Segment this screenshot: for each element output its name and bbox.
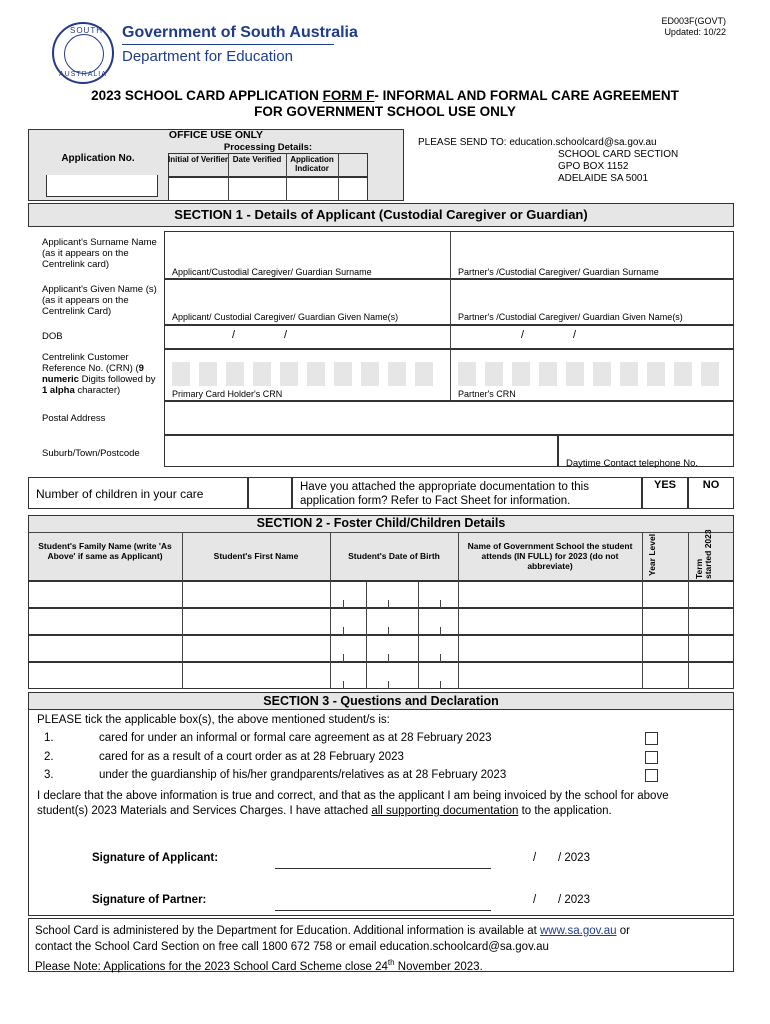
divider xyxy=(286,153,287,177)
partner-crn-caption: Partner's CRN xyxy=(458,389,516,399)
divider xyxy=(286,177,287,201)
form-code xyxy=(661,16,726,38)
footer-line3-sup: th xyxy=(387,958,395,967)
title-form-f: FORM F xyxy=(322,88,375,103)
footer-text xyxy=(35,923,731,975)
table-row[interactable] xyxy=(28,635,734,662)
form-title xyxy=(0,88,770,120)
dob-tick xyxy=(440,600,441,608)
item-2-number: 2. xyxy=(44,751,54,763)
given-name-label: Applicant's Given Name (s) (as it appears on the Centrelink Card) xyxy=(42,284,157,317)
crn-digit-cell[interactable] xyxy=(226,362,244,386)
crn-digit-cell[interactable] xyxy=(253,362,271,386)
crn-digit-cell[interactable] xyxy=(647,362,665,386)
crn-digit-cell[interactable] xyxy=(539,362,557,386)
footer-line1: School Card is administered by the Department for Education. Additional information is available at xyxy=(35,925,540,937)
crn-label-bold: 1 alpha xyxy=(42,385,75,396)
partner-surname-caption: Partner's /Custodial Caregiver/ Guardian Surname xyxy=(458,267,659,277)
sa-gov-link[interactable]: www.sa.gov.au xyxy=(540,925,617,937)
section3-heading: SECTION 3 - Questions and Declaration xyxy=(263,694,499,708)
surname-label: Applicant's Surname Name (as it appears on the Centrelink card) xyxy=(42,237,157,270)
divider xyxy=(450,325,451,349)
attached-question: Have you attached the appropriate documentation to this application form? Refer to Fact Sheet for information. xyxy=(300,481,589,507)
divider xyxy=(330,533,331,689)
crn-digit-cell[interactable] xyxy=(361,362,379,386)
app-indicator-label: Application Indicator xyxy=(290,155,334,173)
partner-given-caption: Partner's /Custodial Caregiver/ Guardian Given Name(s) xyxy=(458,312,683,322)
divider xyxy=(28,532,734,533)
dob-label: DOB xyxy=(42,331,63,342)
crn-label xyxy=(42,352,160,396)
crn-label-text: Centrelink Customer Reference No. (CRN) ( xyxy=(42,352,139,374)
table-row[interactable] xyxy=(28,581,734,608)
divider xyxy=(418,581,419,689)
crn-digit-cell[interactable] xyxy=(485,362,503,386)
col-school: Name of Government School the student attends (IN FULL) for 2023 (do not abbreviate) xyxy=(467,541,633,571)
crn-digit-cell[interactable] xyxy=(280,362,298,386)
sig-applicant-label: Signature of Applicant: xyxy=(92,852,219,864)
dob-tick xyxy=(388,654,389,662)
footer-line3-end: November 2023. xyxy=(394,960,483,973)
item-1-checkbox[interactable] xyxy=(645,732,658,745)
title-line-2: FOR GOVERNMENT SCHOOL USE ONLY xyxy=(254,104,516,119)
crn-digit-cell[interactable] xyxy=(593,362,611,386)
section2-heading: SECTION 2 - Foster Child/Children Details xyxy=(256,516,506,530)
declaration-part: I declare that the above information is true and correct, and that as the applicant I am being invoiced by the school for above student(s) 2023 Materials and Services Charges. I have attached xyxy=(37,790,669,817)
divider xyxy=(366,581,367,689)
dob-tick xyxy=(388,681,389,689)
dob-tick xyxy=(440,654,441,662)
sa-government-seal-logo xyxy=(52,22,114,84)
sig-applicant-date-slash: / xyxy=(533,852,537,864)
form-code-number: ED003F(GOVT) xyxy=(661,16,726,26)
seal-text-top: SOUTH xyxy=(70,26,103,35)
crn-digit-cell[interactable] xyxy=(674,362,692,386)
declaration-text xyxy=(37,789,701,819)
footer-line1-end: or xyxy=(616,925,630,937)
item-3-text: under the guardianship of his/her grandparents/relatives as at 28 February 2023 xyxy=(99,769,507,781)
tick-intro: PLEASE tick the applicable box(s), the above mentioned student/s is: xyxy=(37,714,390,726)
office-use-heading: OFFICE USE ONLY xyxy=(168,129,264,141)
dob-tick xyxy=(343,681,344,689)
send-to-email: PLEASE SEND TO: education.schoolcard@sa.gov.au xyxy=(418,137,657,148)
applicant-given-caption: Applicant/ Custodial Caregiver/ Guardian Given Name(s) xyxy=(172,312,399,322)
send-to-address xyxy=(418,137,678,185)
section1-heading: SECTION 1 - Details of Applicant (Custodial Caregiver or Guardian) xyxy=(174,207,588,222)
crn-digit-cell[interactable] xyxy=(620,362,638,386)
applicant-surname-caption: Applicant/Custodial Caregiver/ Guardian Surname xyxy=(172,267,372,277)
table-row[interactable] xyxy=(28,662,734,689)
col-family-name: Student's Family Name (write 'As Above' if same as Applicant) xyxy=(38,541,172,561)
form-updated: Updated: 10/22 xyxy=(664,27,726,37)
crn-digit-cell[interactable] xyxy=(172,362,190,386)
children-count-label: Number of children in your care xyxy=(36,487,204,501)
initial-verifier-label: Initial of Verifier xyxy=(168,155,229,164)
logo-divider xyxy=(122,44,334,45)
crn-label-text: character) xyxy=(74,385,121,396)
crn-digit-cell[interactable] xyxy=(199,362,217,386)
table-row[interactable] xyxy=(28,608,734,635)
crn-digit-cell[interactable] xyxy=(334,362,352,386)
crn-digit-cell[interactable] xyxy=(415,362,433,386)
divider xyxy=(642,533,643,689)
crn-digit-cell[interactable] xyxy=(458,362,476,386)
postal-address-field[interactable] xyxy=(164,401,734,435)
divider xyxy=(228,177,229,201)
crn-label-bold: 9 numeric xyxy=(42,363,144,385)
title-part: - INFORMAL AND FORMAL CARE AGREEMENT xyxy=(374,88,679,103)
crn-digit-cell[interactable] xyxy=(701,362,719,386)
dob-tick xyxy=(343,627,344,635)
dob-tick xyxy=(440,681,441,689)
col-first-name: Student's First Name xyxy=(213,551,299,561)
item-1-number: 1. xyxy=(44,732,54,744)
government-name: Government of South Australia xyxy=(122,24,358,41)
phone-label: Daytime Contact telephone No. xyxy=(566,458,699,469)
declaration-underlined: all supporting documentation xyxy=(371,805,519,817)
sig-partner-label: Signature of Partner: xyxy=(92,894,207,906)
crn-digit-cell[interactable] xyxy=(566,362,584,386)
sig-partner-line[interactable] xyxy=(275,910,491,911)
sig-applicant-date-year: / 2023 xyxy=(558,852,590,864)
item-1-text: cared for under an informal or formal care agreement as at 28 February 2023 xyxy=(99,732,492,744)
applicant-dob-separators: / / xyxy=(232,329,288,341)
divider xyxy=(450,279,451,325)
date-verified-label: Date Verified xyxy=(232,155,282,164)
crn-digit-cell[interactable] xyxy=(512,362,530,386)
dob-tick xyxy=(440,627,441,635)
department-name: Department for Education xyxy=(122,48,293,65)
dob-tick xyxy=(388,600,389,608)
sig-applicant-line[interactable] xyxy=(275,868,491,869)
send-to-city: ADELAIDE SA 5001 xyxy=(558,173,649,184)
title-part: 2023 SCHOOL CARD APPLICATION xyxy=(91,88,323,103)
divider xyxy=(450,231,451,279)
yes-label: YES xyxy=(653,479,676,491)
divider xyxy=(688,533,689,689)
postal-address-label: Postal Address xyxy=(42,413,106,424)
sig-partner-date-slash: / xyxy=(533,894,537,906)
suburb-field[interactable] xyxy=(164,435,558,467)
processing-details-label: Processing Details: xyxy=(223,142,313,153)
divider xyxy=(450,349,451,401)
crn-digit-cell[interactable] xyxy=(388,362,406,386)
send-to-section: SCHOOL CARD SECTION xyxy=(558,149,679,160)
dob-tick xyxy=(343,600,344,608)
application-no-label: Application No. xyxy=(61,153,135,164)
crn-label-text: Digits followed by xyxy=(78,374,156,385)
declaration-part: to the application. xyxy=(518,805,612,817)
col-year-level: Year Level xyxy=(647,533,657,576)
dob-tick xyxy=(388,627,389,635)
divider xyxy=(338,177,339,201)
divider xyxy=(458,533,459,689)
footer-line2: contact the School Card Section on free call 1800 672 758 or email education.schoolcard@sa.gov.au xyxy=(35,941,549,953)
suburb-label: Suburb/Town/Postcode xyxy=(42,448,140,459)
dob-tick xyxy=(343,654,344,662)
item-3-number: 3. xyxy=(44,769,54,781)
children-count-field[interactable] xyxy=(248,477,292,509)
item-3-checkbox[interactable] xyxy=(645,769,658,782)
application-no-field[interactable] xyxy=(46,175,158,197)
col-term-started: Term started 2023 xyxy=(694,529,713,579)
footer-line3: Please Note: Applications for the 2023 School Card Scheme close 24 xyxy=(35,960,388,973)
seal-text-bottom: AUSTRALIA xyxy=(59,71,107,78)
divider xyxy=(182,533,183,689)
applicant-crn-caption: Primary Card Holder's CRN xyxy=(172,389,283,399)
item-2-text: cared for as a result of a court order as at 28 February 2023 xyxy=(99,751,404,763)
no-label: NO xyxy=(702,479,720,491)
col-dob: Student's Date of Birth xyxy=(348,551,440,561)
item-2-checkbox[interactable] xyxy=(645,751,658,764)
partner-dob-separators: / / xyxy=(521,329,577,341)
send-to-box: GPO BOX 1152 xyxy=(558,161,629,172)
sig-partner-date-year: / 2023 xyxy=(558,894,590,906)
divider xyxy=(228,153,229,177)
crn-digit-cell[interactable] xyxy=(307,362,325,386)
